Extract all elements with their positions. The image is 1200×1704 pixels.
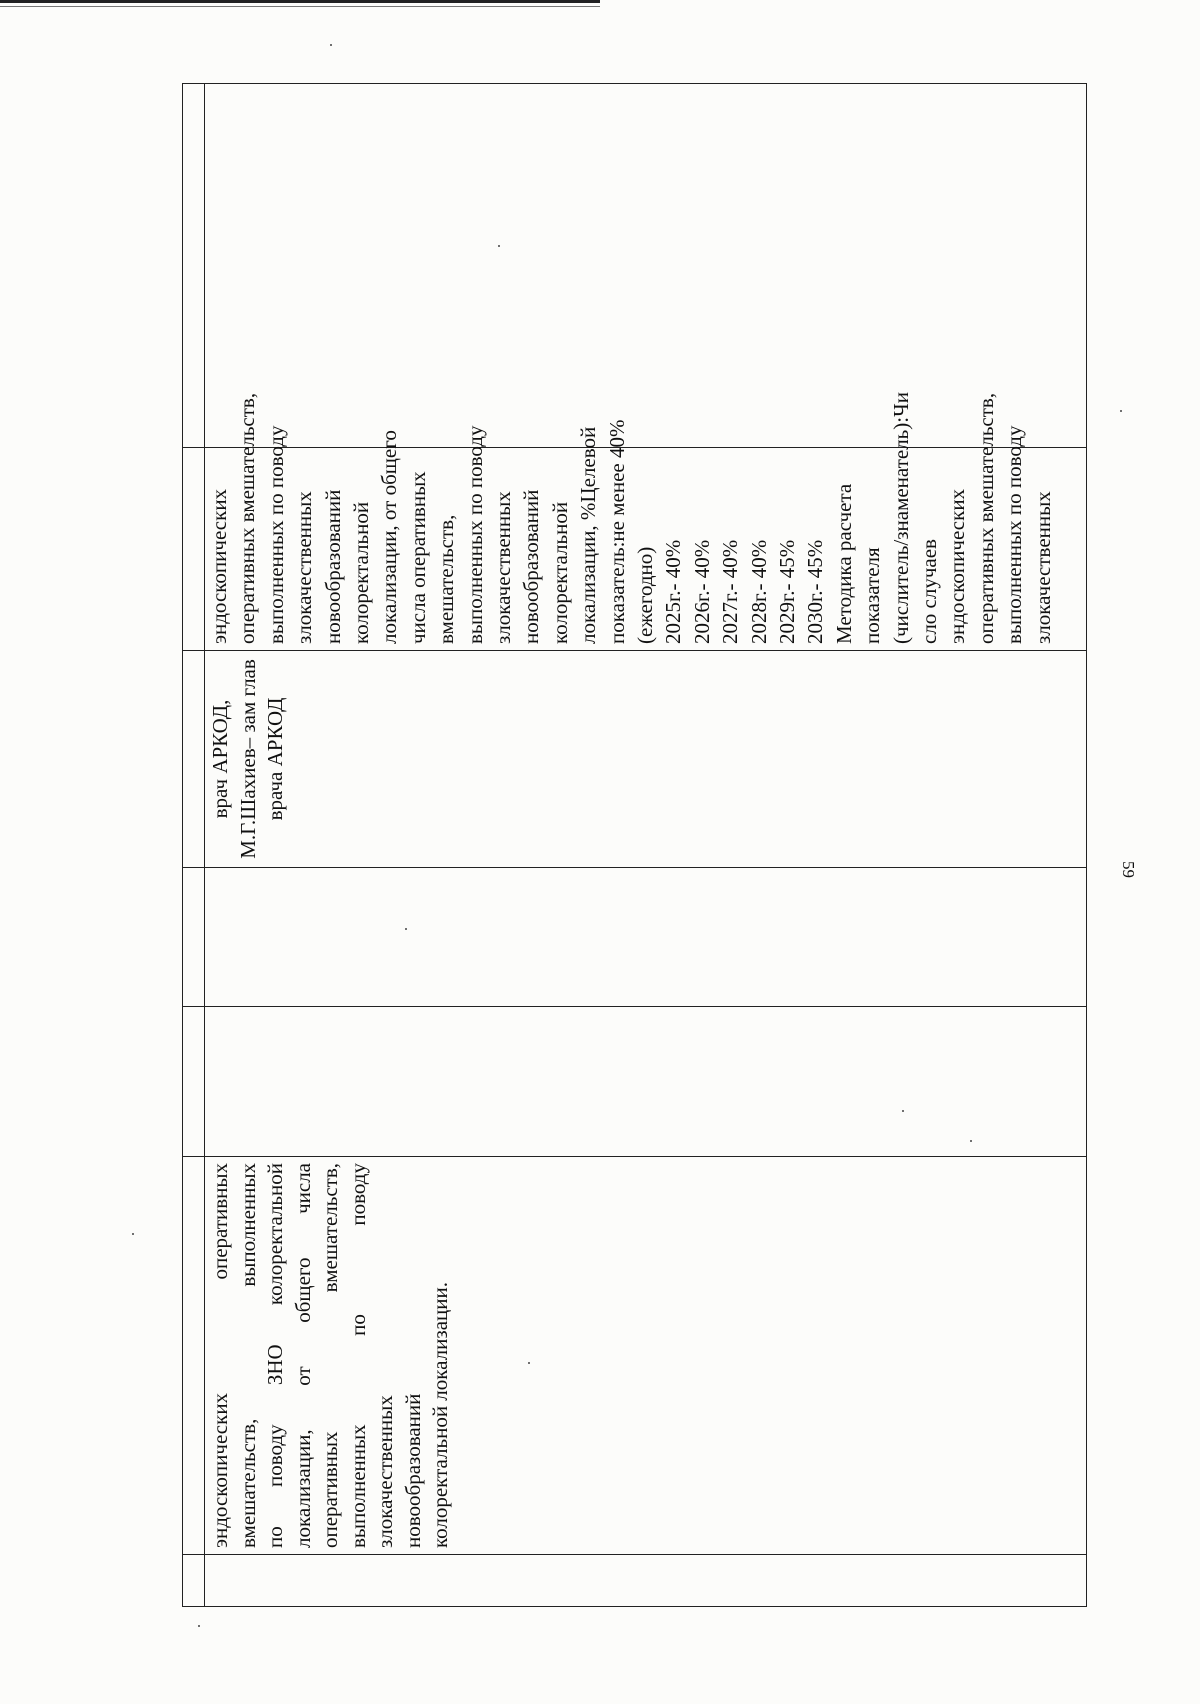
scan-speck [198,1625,200,1627]
responsible-line: врач АРКОД, [208,699,232,819]
scan-speck [405,928,407,930]
description-line: злокачественных [1030,491,1055,644]
scan-speck [902,1110,904,1112]
description-line: Методика расчета [831,483,856,644]
cell-responsible [205,651,1087,868]
description-line: вмешательств, [434,514,459,644]
cell-empty-top-c [183,84,205,448]
description-line: локализации, от общего [377,430,402,644]
description-line: 2025г.- 40% [661,539,686,644]
indicator-line: локализации, от общего числа [290,1163,315,1548]
description-line: числа оперативных [405,471,430,644]
description-line: новообразований [519,489,544,644]
description-line: 2029г.- 45% [775,539,799,644]
indicator-line: эндоскопических оперативных [208,1163,232,1548]
scan-speck [970,1140,972,1142]
description-line: (ежегодно) [633,546,657,644]
cell-description [205,392,1087,651]
description-line: колоректальной [547,501,572,644]
indicator-line: оперативных вмешательств, [318,1163,342,1548]
description-line: выполненных по поводу [1002,425,1027,644]
indicator-line: выполненных по поводу [345,1163,370,1548]
indicator-line: вмешательств, выполненных [235,1163,260,1548]
indicator-line: новообразований [400,1393,425,1548]
scan-edge-thin-line [0,6,600,7]
scan-speck [132,1233,134,1235]
cell-empty-a [205,1007,1087,1157]
description-line: оперативных вмешательств, [235,392,260,644]
scan-edge-line [0,0,600,3]
responsible-line: врача АРКОД [263,697,287,821]
description-line: эндоскопических [945,488,970,644]
description-line: 2030г.- 45% [803,539,828,644]
indicator-line: злокачественных [373,1395,397,1548]
table-frame [182,84,1087,1607]
cell-indicator-top [183,1157,205,1555]
description-line: колоректальной [349,501,373,644]
description-line: злокачественных [292,491,317,644]
cell-number-top [183,1555,205,1607]
cell-indicator-text [205,1157,1087,1555]
scan-speck [528,1362,530,1364]
cell-empty-top-b [183,868,205,1007]
indicator-line: по поводу ЗНО колоректальной [263,1163,287,1548]
description-line: выполненных по поводу [263,425,288,644]
indicators-table [182,83,1087,1607]
description-line: показателя [860,547,885,644]
description-line: 2027г.- 40% [718,539,743,644]
cell-empty-top-a [183,1007,205,1157]
cell-empty-b [205,868,1087,1007]
scan-speck [1120,410,1122,412]
description-line: (числитель/знаменатель):Чи [888,392,913,644]
description-line: злокачественных [491,491,515,644]
description-line: 2026г.- 40% [689,539,714,644]
responsible-line: М.Г.Шахиев– зам глав [235,659,260,859]
description-line: сло случаев [917,539,941,644]
indicator-line: колоректальной локализации. [428,1282,452,1548]
cell-number [205,1555,1087,1607]
description-line: показатель:не менее 40% [604,419,629,644]
description-line: оперативных вмешательств, [973,392,998,644]
description-line: 2028г.- 40% [746,539,771,644]
description-line: выполненных по поводу [462,425,487,644]
cell-description-top [183,448,205,651]
description-lines [205,392,1084,644]
scan-speck [498,245,500,247]
table-row-top [183,84,205,1607]
description-line: локализации, %Целевой [576,426,601,644]
scan-speck [330,44,332,46]
description-line: эндоскопических [207,488,231,644]
table-row-main [205,84,1087,1607]
page-number: 59 [1119,861,1138,878]
cell-responsible-top [183,651,205,868]
description-line: новообразований [320,489,345,644]
